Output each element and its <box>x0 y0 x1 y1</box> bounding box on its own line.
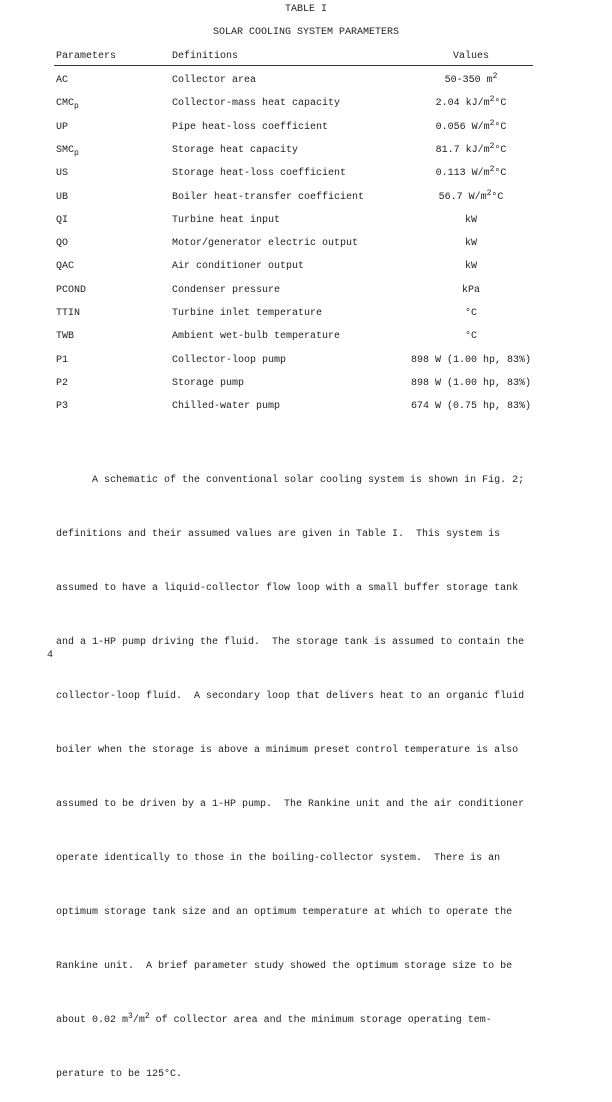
definition-cell: Pipe heat-loss coefficient <box>172 121 329 133</box>
value-text: kPa <box>461 284 480 296</box>
definition-cell: Storage pump <box>172 377 245 389</box>
value-text: 0.113 W/m <box>435 168 490 180</box>
parameter-cell <box>56 98 79 111</box>
value-cell <box>398 238 544 249</box>
table-number: TABLE I <box>284 4 327 15</box>
paragraph-line: optimum storage tank size and an optimum temperature at which to operate the <box>56 907 513 918</box>
table-row <box>0 188 612 208</box>
value-cell <box>398 285 544 296</box>
table-row <box>0 72 612 91</box>
header-rule <box>54 65 533 66</box>
table-row <box>0 378 612 394</box>
value-cell <box>398 215 544 226</box>
parameter-symbol: UP <box>56 121 69 133</box>
table-row <box>0 118 612 138</box>
value-superscript: 2 <box>492 72 498 81</box>
parameter-cell <box>56 285 86 298</box>
paragraph-line: assumed to be driven by a 1-HP pump. The Rankine unit and the air conditioner <box>56 799 525 810</box>
table-row <box>0 285 612 301</box>
definition-cell: Collector-loop pump <box>172 354 287 366</box>
parameter-cell <box>56 378 68 391</box>
value-text: kW <box>464 261 477 273</box>
paragraph-line: A schematic of the conventional solar cooling system is shown in Fig. 2; <box>56 475 525 486</box>
parameter-subscript: p <box>74 102 79 112</box>
table-row <box>0 331 612 347</box>
value-cell <box>398 165 544 180</box>
parameter-symbol: TWB <box>56 331 75 343</box>
definition-cell: Ambient wet-bulb temperature <box>172 331 341 343</box>
superscript: 3 <box>128 1012 133 1021</box>
header-definitions: Definitions <box>172 51 239 62</box>
value-unit-tail: °C <box>494 98 507 110</box>
value-cell <box>398 331 544 342</box>
table-row <box>0 261 612 277</box>
parameter-cell <box>56 308 80 321</box>
parameter-cell <box>56 168 68 181</box>
value-text: 898 W (1.00 hp, 83%) <box>410 377 532 389</box>
value-cell <box>398 188 544 203</box>
definition-cell: Storage heat capacity <box>172 144 299 156</box>
parameter-cell <box>56 145 79 158</box>
value-cell <box>398 118 544 133</box>
table-row <box>0 141 612 161</box>
paragraph-line: and a 1-HP pump driving the fluid. The storage tank is assumed to contain the <box>56 637 525 648</box>
paragraph-line: operate identically to those in the boiling-collector system. There is an <box>56 853 501 864</box>
value-cell <box>398 308 544 319</box>
value-superscript: 2 <box>489 95 495 105</box>
parameter-symbol: P3 <box>56 401 69 413</box>
parameter-symbol: P2 <box>56 377 69 389</box>
value-cell <box>398 355 544 366</box>
value-text: 56.7 W/m <box>438 191 487 203</box>
value-superscript: 2 <box>486 188 492 198</box>
parameter-symbol: AC <box>56 75 69 86</box>
value-text: °C <box>464 308 477 319</box>
value-text: kW <box>464 214 477 226</box>
parameter-cell <box>56 261 74 274</box>
value-cell <box>398 95 544 110</box>
definition-cell: Boiler heat-transfer coefficient <box>172 191 365 203</box>
value-unit-tail: °C <box>494 121 507 133</box>
value-cell <box>398 378 544 389</box>
paragraph-line: collector-loop fluid. A secondary loop that delivers heat to an organic fluid <box>56 691 525 702</box>
parameter-cell <box>56 331 74 344</box>
value-superscript: 2 <box>489 141 495 151</box>
parameter-symbol: PCOND <box>56 284 87 296</box>
definition-cell: Collector area <box>172 75 257 86</box>
paragraph-line: boiler when the storage is above a minimum preset control temperature is also <box>56 745 519 756</box>
value-superscript: 2 <box>489 118 495 128</box>
parameter-cell <box>56 355 68 368</box>
value-unit-tail: °C <box>491 191 504 203</box>
definition-cell: Turbine heat input <box>172 214 281 226</box>
paragraph-line: perature to be 125°C. <box>56 1069 183 1080</box>
header-parameters: Parameters <box>56 51 117 62</box>
value-text: 50-350 m <box>444 75 493 86</box>
definition-cell: Turbine inlet temperature <box>172 308 323 319</box>
parameter-symbol: US <box>56 168 69 180</box>
value-text: 81.7 kJ/m <box>435 144 490 156</box>
definition-cell: Collector-mass heat capacity <box>172 98 341 110</box>
parameter-cell <box>56 192 68 205</box>
parameter-symbol: UB <box>56 191 69 203</box>
definition-cell: Air conditioner output <box>172 261 305 273</box>
definition-cell: Storage heat-loss coefficient <box>172 168 347 180</box>
parameter-symbol: QI <box>56 214 69 226</box>
page-number: 4 <box>47 650 54 661</box>
value-text: kW <box>464 238 477 250</box>
paragraph-line <box>56 1012 524 1030</box>
header-values: Values <box>452 51 489 62</box>
value-unit-tail: °C <box>494 144 507 156</box>
value-cell <box>398 141 544 156</box>
parameter-cell <box>56 401 68 414</box>
text-segment: about 0.02 m <box>56 1015 129 1026</box>
table-row <box>0 401 612 417</box>
body-paragraph <box>56 436 524 1102</box>
definition-cell: Motor/generator electric output <box>172 238 359 250</box>
paragraph-line: assumed to have a liquid-collector flow loop with a small buffer storage tank <box>56 583 519 594</box>
parameter-symbol: P1 <box>56 354 69 366</box>
value-cell <box>398 261 544 272</box>
table-row <box>0 355 612 371</box>
parameter-cell <box>56 75 68 88</box>
value-text: 2.04 kJ/m <box>435 98 490 110</box>
definition-cell: Chilled-water pump <box>172 401 281 413</box>
table-title: SOLAR COOLING SYSTEM PARAMETERS <box>212 27 400 38</box>
value-unit-tail: °C <box>494 168 507 180</box>
value-text: 0.056 W/m <box>435 121 490 133</box>
definition-cell: Condenser pressure <box>172 284 281 296</box>
parameter-subscript: p <box>74 148 79 158</box>
parameter-cell <box>56 238 68 251</box>
paragraph-line: definitions and their assumed values are given in Table I. This system is <box>56 529 501 540</box>
table-row <box>0 308 612 324</box>
parameter-symbol: SMC <box>56 144 75 156</box>
paragraph-line: Rankine unit. A brief parameter study showed the optimum storage size to be <box>56 961 513 972</box>
value-superscript: 2 <box>489 165 495 175</box>
parameter-cell <box>56 215 68 228</box>
text-segment: of collector area and the minimum storage operating tem- <box>149 1015 492 1026</box>
table-row <box>0 215 612 231</box>
value-cell <box>398 401 544 412</box>
parameter-symbol: QAC <box>56 261 75 273</box>
table-row <box>0 95 612 114</box>
parameter-cell <box>56 122 68 135</box>
value-cell <box>398 72 544 86</box>
text-segment: /m <box>132 1015 145 1026</box>
parameter-symbol: CMC <box>56 98 75 110</box>
table-row <box>0 238 612 254</box>
value-text: °C <box>464 331 477 343</box>
superscript: 2 <box>144 1012 150 1021</box>
parameter-symbol: QO <box>56 238 69 250</box>
parameter-symbol: TTIN <box>56 308 81 319</box>
value-text: 674 W (0.75 hp, 83%) <box>410 401 532 413</box>
value-text: 898 W (1.00 hp, 83%) <box>410 354 532 366</box>
table-row <box>0 165 612 184</box>
